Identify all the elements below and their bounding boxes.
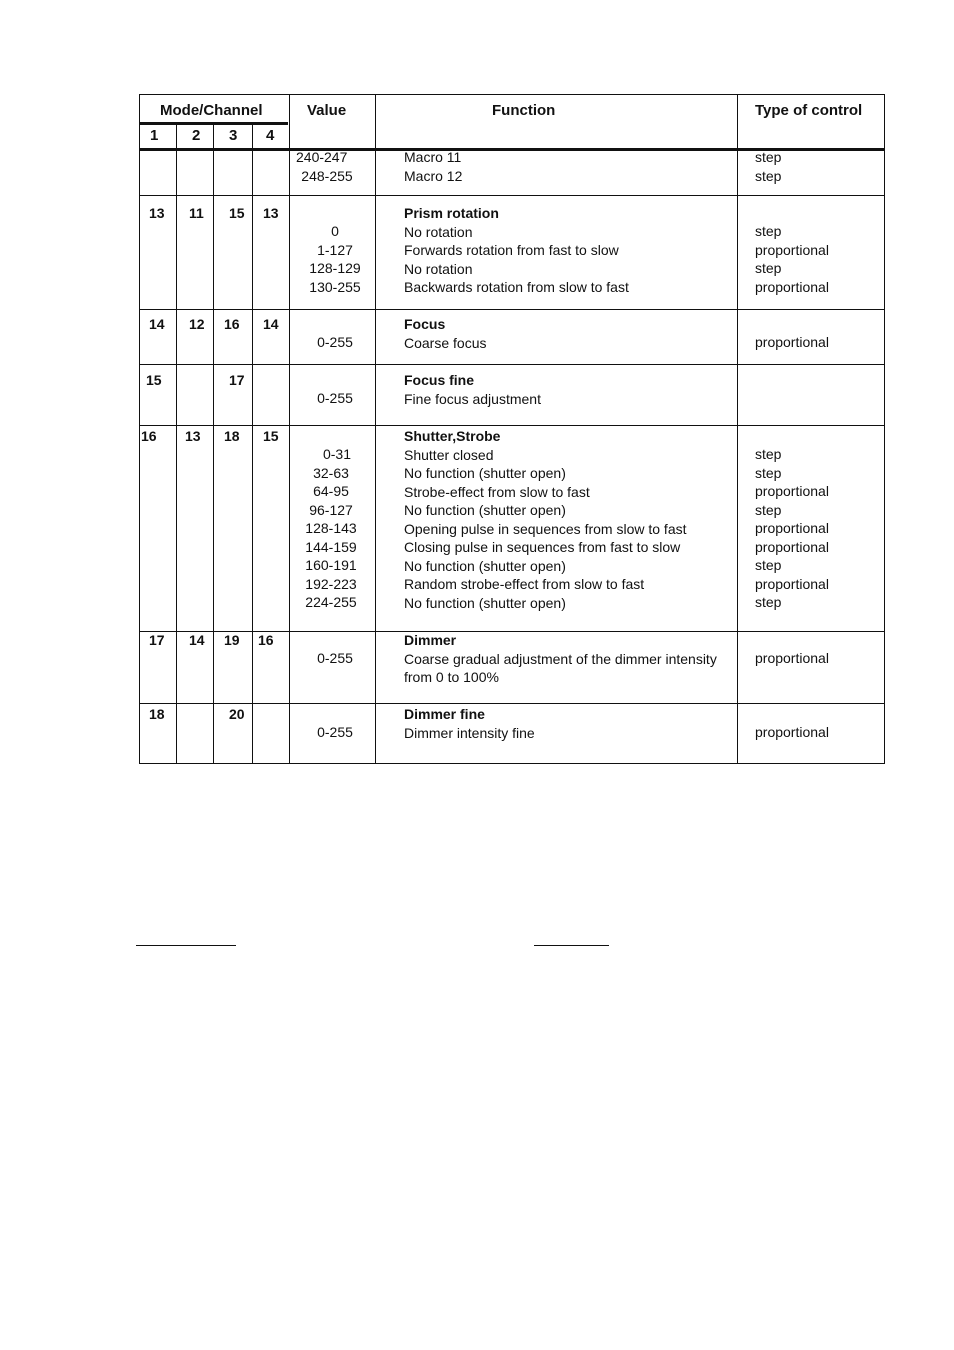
row-divider	[140, 425, 884, 426]
col-divider-mode-1	[176, 124, 177, 763]
function-entry: Shutter closed	[404, 446, 494, 463]
row-focus-fine-functions	[404, 371, 541, 408]
type-entry: step	[755, 594, 782, 610]
row-dimmer-fine-mode-3: 20	[229, 706, 245, 722]
value-entry: 0-255	[317, 650, 353, 666]
function-entry: Strobe-effect from slow to fast	[404, 483, 590, 500]
row-dimmer-fine-functions	[404, 705, 535, 742]
function-entry: from 0 to 100%	[404, 669, 499, 685]
function-entry: Dimmer intensity fine	[404, 724, 535, 741]
row-prism-mode-2: 11	[189, 205, 204, 221]
value-entry: 0-255	[317, 724, 353, 740]
row-shutter-functions	[404, 427, 687, 612]
type-entry: step	[755, 149, 782, 165]
value-entry: 224-255	[305, 594, 357, 610]
value-entry: 160-191	[305, 557, 357, 573]
value-entry: 0-255	[317, 334, 353, 350]
row-focus-fine-mode-1: 15	[146, 372, 162, 388]
value-header: Value	[307, 102, 347, 119]
mode-1-header: 1	[150, 127, 159, 144]
function-title: Focus	[404, 316, 446, 332]
value-entry: 130-255	[309, 278, 361, 295]
row-focus-fine-values	[294, 389, 376, 408]
row-shutter-types	[755, 445, 829, 612]
value-entry: 1-127	[317, 241, 353, 258]
function-entry: Coarse focus	[404, 334, 487, 351]
signature-line-left	[136, 945, 236, 946]
row-divider	[140, 309, 884, 310]
row-macro-values	[286, 148, 368, 185]
function-title: Shutter,Strobe	[404, 428, 501, 444]
type-entry: step	[755, 464, 782, 481]
type-of-control-header: Type of control	[755, 102, 863, 119]
row-focus-mode-1: 14	[149, 316, 165, 332]
type-entry: proportional	[755, 520, 829, 536]
row-divider	[140, 195, 884, 196]
value-entry: 32-63	[313, 464, 349, 481]
function-entry: No function (shutter open)	[404, 502, 566, 518]
type-entry: proportional	[755, 241, 829, 258]
row-focus-mode-3: 16	[224, 316, 240, 332]
row-focus-mode-2: 12	[189, 316, 205, 332]
value-entry: 0-31	[322, 446, 352, 462]
value-entry: 128-143	[305, 520, 357, 536]
function-entry: No rotation	[404, 223, 473, 240]
row-prism-mode-4: 13	[263, 205, 279, 221]
value-entry: 144-159	[305, 538, 357, 555]
type-entry: step	[755, 446, 782, 462]
value-entry: 0	[331, 223, 339, 239]
mode-2-header: 2	[192, 127, 201, 144]
function-entry: No function (shutter open)	[404, 594, 566, 611]
function-entry: Macro 11	[404, 149, 462, 165]
type-entry: proportional	[755, 650, 829, 666]
col-divider-mode-2	[213, 124, 214, 763]
type-entry: proportional	[755, 278, 829, 295]
mode-3-header: 3	[229, 127, 238, 144]
row-dimmer-fine-types	[755, 723, 829, 742]
type-entry: proportional	[755, 334, 829, 350]
mode-header-divider	[140, 122, 288, 125]
dmx-channel-table	[139, 94, 885, 764]
function-entry: Opening pulse in sequences from slow to fast	[404, 520, 687, 537]
row-dimmer-mode-1: 17	[149, 632, 165, 648]
row-dimmer-values	[294, 649, 376, 668]
function-entry: No function (shutter open)	[404, 557, 566, 574]
function-entry: Closing pulse in sequences from fast to slow	[404, 539, 681, 555]
row-prism-functions	[404, 204, 629, 297]
function-entry: Forwards rotation from fast to slow	[404, 242, 619, 258]
row-focus-fine-mode-3: 17	[229, 372, 245, 388]
row-dimmer-functions	[404, 631, 717, 687]
row-macro-functions	[404, 148, 462, 185]
value-entry: 96-127	[309, 501, 353, 518]
row-shutter-mode-2: 13	[185, 428, 201, 444]
row-divider	[140, 364, 884, 365]
row-prism-types	[755, 222, 829, 296]
col-divider-mode-3	[252, 124, 253, 763]
function-title: Dimmer fine	[404, 706, 485, 722]
row-focus-types	[755, 333, 829, 352]
row-shutter-mode-1: 16	[141, 428, 157, 444]
value-entry: 64-95	[313, 483, 349, 499]
row-shutter-mode-4: 15	[263, 428, 279, 444]
type-entry: proportional	[755, 575, 829, 592]
function-title: Focus fine	[404, 372, 475, 388]
value-entry: 192-223	[305, 575, 357, 592]
function-entry: Coarse gradual adjustment of the dimmer intensity	[404, 650, 717, 667]
row-dimmer-fine-values	[294, 723, 376, 742]
row-focus-functions	[404, 315, 486, 352]
row-prism-mode-3: 15	[229, 205, 245, 221]
row-shutter-mode-3: 18	[224, 428, 240, 444]
function-entry: No function (shutter open)	[404, 465, 566, 481]
mode-channel-header: Mode/Channel	[160, 102, 263, 119]
row-dimmer-types	[755, 649, 829, 668]
value-entry: 128-129	[309, 260, 361, 276]
type-entry: proportional	[755, 724, 829, 740]
value-entry: 248-255	[301, 167, 353, 184]
function-entry: Random strobe-effect from slow to fast	[404, 576, 645, 592]
type-entry: step	[755, 167, 782, 184]
row-focus-mode-4: 14	[263, 316, 279, 332]
row-dimmer-mode-2: 14	[189, 632, 205, 648]
function-header: Function	[492, 102, 556, 119]
signature-line-right	[534, 945, 609, 946]
type-entry: proportional	[755, 483, 829, 499]
row-divider	[140, 703, 884, 704]
type-entry: step	[755, 557, 782, 573]
row-focus-values	[294, 333, 376, 352]
mode-4-header: 4	[266, 127, 275, 144]
function-title: Prism rotation	[404, 205, 499, 221]
function-entry: Fine focus adjustment	[404, 390, 541, 407]
type-entry: proportional	[755, 538, 829, 555]
function-entry: No rotation	[404, 260, 473, 277]
function-entry: Macro 12	[404, 167, 463, 184]
row-dimmer-mode-4: 16	[258, 632, 274, 648]
type-entry: step	[755, 501, 782, 518]
type-entry: step	[755, 260, 782, 276]
type-entry: step	[755, 223, 782, 239]
row-prism-mode-1: 13	[149, 205, 165, 221]
row-shutter-values	[290, 445, 372, 612]
function-title: Dimmer	[404, 632, 457, 648]
row-prism-values	[294, 222, 376, 296]
row-dimmer-mode-3: 19	[224, 632, 240, 648]
row-dimmer-fine-mode-1: 18	[149, 706, 165, 722]
value-entry: 240-247	[296, 149, 348, 165]
value-entry: 0-255	[317, 390, 353, 406]
row-macro-types	[755, 148, 781, 185]
function-entry: Backwards rotation from slow to fast	[404, 279, 629, 295]
